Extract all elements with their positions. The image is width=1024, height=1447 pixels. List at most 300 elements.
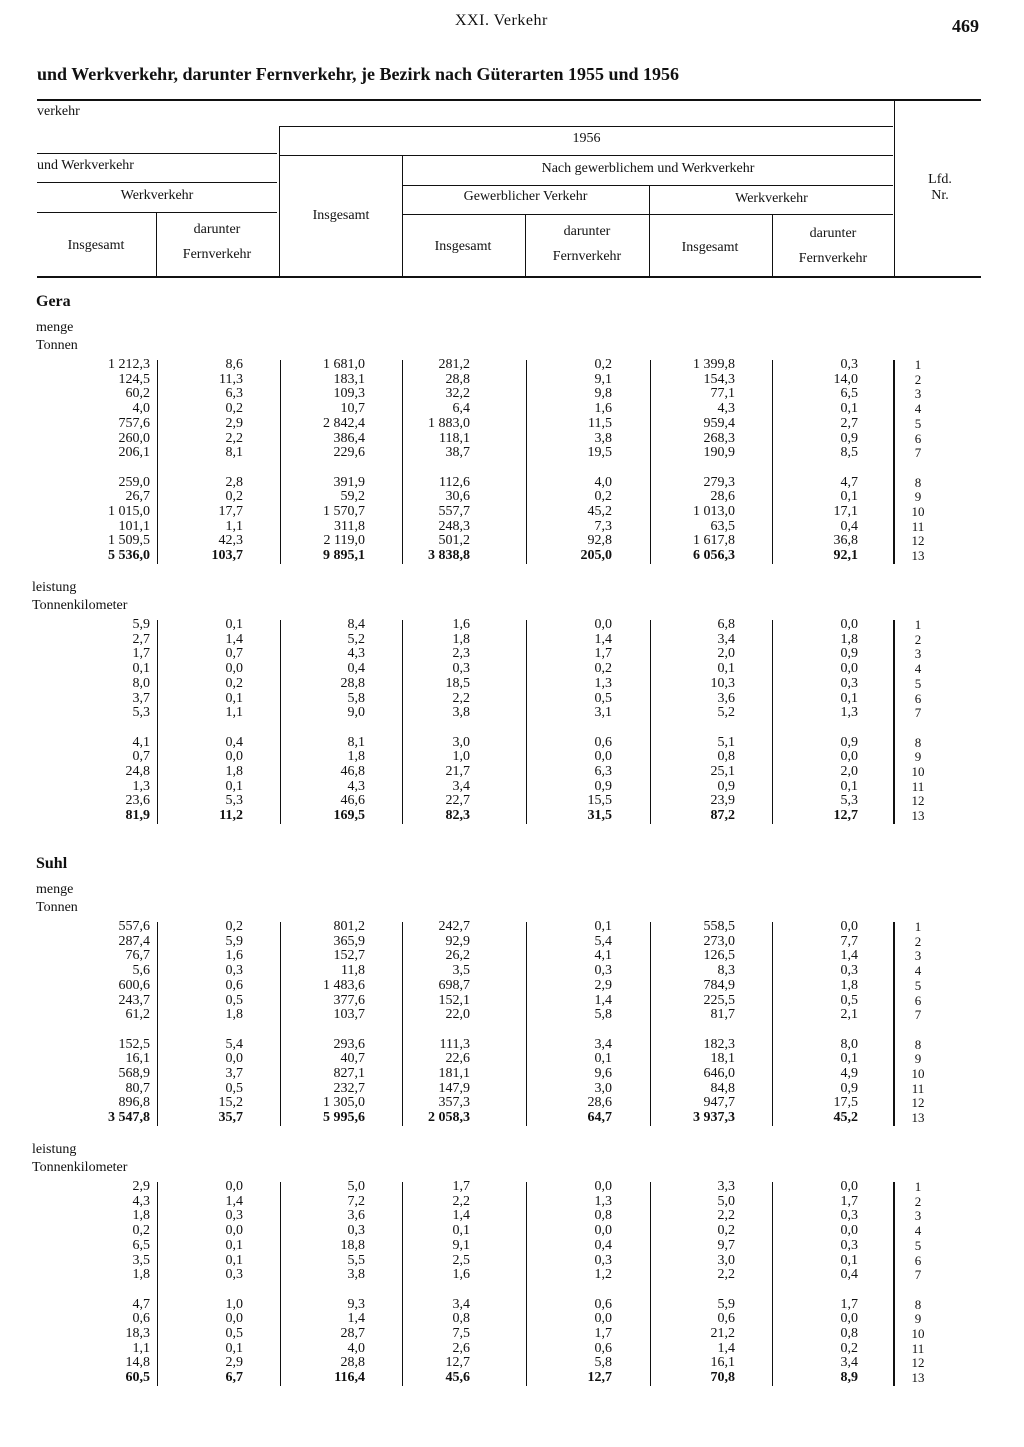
table-cell: 101,1 [118,518,150,534]
lfd-number: 11 [911,778,925,794]
table-cell: 3,8 [452,705,470,721]
table-cell: 109,3 [333,386,365,402]
header-column-rule [525,214,526,276]
table-cell: 0,0 [594,749,612,765]
table-cell: 225,5 [703,992,735,1008]
table-cell: 0,6 [594,734,612,750]
table-cell: 8,0 [132,675,150,691]
table-cell: 1,4 [225,1193,243,1209]
table-cell: 0,0 [840,1179,858,1194]
table-cell: 959,4 [703,415,735,431]
lfd-number: 7 [914,445,922,461]
table-cell: 15,2 [218,1095,243,1111]
table-cell: 2 058,3 [428,1110,470,1126]
table-cell: 600,6 [118,977,150,993]
table-cell: 4,0 [132,401,150,417]
table-cell: 7,3 [594,518,612,534]
table-cell: 6,5 [132,1237,150,1253]
table-cell: 1,3 [132,778,150,794]
table-cell: 1,8 [840,631,858,647]
header-rule [403,185,893,186]
header-rule [403,214,893,215]
header-rule [280,126,893,127]
table-cell: 103,7 [211,548,243,564]
table-cell: 3,8 [594,430,612,446]
lfd-number: 12 [911,793,925,809]
table-cell: 5,0 [717,1193,735,1209]
table-cell: 26,2 [445,948,470,964]
table-cell: 2,6 [452,1340,470,1356]
table-cell: 1 681,0 [323,357,365,372]
table-cell: 0,1 [225,1340,243,1356]
table-cell: 1,6 [225,948,243,964]
table-cell: 0,0 [225,1223,243,1239]
table-cell: 116,4 [334,1370,365,1386]
table-cell: 1,7 [132,646,150,662]
table-cell: 4,3 [717,401,735,417]
header-column-rule [402,155,403,276]
table-cell: 1,0 [225,1296,243,1312]
table-cell: 152,7 [333,948,365,964]
table-cell: 0,6 [717,1311,735,1327]
table-cell: 259,0 [118,474,150,490]
lfd-number: 12 [911,1355,925,1371]
lfd-number: 1 [914,617,922,632]
lfd-number: 13 [911,1110,925,1126]
table-cell: 5,6 [132,963,150,979]
table-cell: 2,2 [452,1193,470,1209]
table-cell: 287,4 [118,933,150,949]
header-werkverkehr: Werkverkehr [120,188,194,203]
table-cell: 0,6 [594,1340,612,1356]
table-cell: 1,8 [840,977,858,993]
table-cell: 0,6 [132,1311,150,1327]
table-cell: 0,0 [594,1223,612,1239]
table-cell: 8,1 [225,445,243,461]
table-cell: 152,1 [438,992,470,1008]
table-cell: 4,3 [347,646,365,662]
lfd-number: 4 [914,401,922,417]
block-unit: Tonnen [36,338,78,353]
table-cell: 2 842,4 [323,415,365,431]
table-cell: 279,3 [703,474,735,490]
table-cell: 1,4 [347,1311,365,1327]
table-cell: 2 119,0 [323,533,365,549]
lfd-number: 13 [911,808,925,824]
table-cell: 1 483,6 [323,977,365,993]
table-cell: 0,5 [225,992,243,1008]
lfd-number: 11 [911,518,925,534]
lfd-number: 10 [911,1066,925,1081]
table-cell: 0,4 [594,1237,612,1253]
header-darunter: darunter [563,224,611,239]
table-cell: 4,3 [347,778,365,794]
table-cell: 112,6 [439,474,470,490]
table-cell: 1,4 [594,992,612,1008]
header-fernverkehr: Fernverkehr [552,249,622,264]
section-title: Gera [36,293,71,310]
table-cell: 8,9 [840,1370,858,1386]
table-cell: 0,6 [225,977,243,993]
table-cell: 15,5 [587,793,612,809]
table-cell: 206,1 [118,445,150,461]
header-bottom-rule [37,276,981,278]
table-cell: 646,0 [703,1066,735,1081]
table-cell: 0,2 [594,357,612,372]
table-cell: 5,8 [594,1355,612,1371]
table-cell: 26,7 [125,489,150,505]
table-cell: 7,5 [452,1326,470,1341]
table-cell: 827,1 [333,1066,365,1081]
table-cell: 2,2 [452,690,470,706]
table-cell: 3,5 [132,1252,150,1268]
lfd-number: 13 [911,548,925,564]
table-cell: 5,1 [717,734,735,750]
table-cell: 9,1 [452,1237,470,1253]
lfd-number: 8 [914,734,922,750]
table-cell: 558,5 [703,919,735,934]
table-cell: 4,1 [594,948,612,964]
table-cell: 0,3 [594,963,612,979]
table-cell: 24,8 [125,764,150,779]
table-cell: 0,2 [594,489,612,505]
running-header: XXI. Verkehr [455,12,548,29]
table-cell: 9,3 [347,1296,365,1312]
table-cell: 0,3 [225,1267,243,1283]
table-cell: 0,1 [132,661,150,677]
table-cell: 6,3 [225,386,243,402]
table-cell: 0,1 [225,617,243,632]
table-cell: 82,3 [445,808,470,824]
header-top-rule [37,99,981,101]
lfd-number: 2 [914,933,922,949]
table-cell: 0,3 [840,1208,858,1224]
table-cell: 0,9 [717,778,735,794]
table-cell: 0,0 [840,1223,858,1239]
table-cell: 0,3 [225,1208,243,1224]
table-cell: 1,8 [225,764,243,779]
table-cell: 16,1 [710,1355,735,1371]
table-cell: 0,3 [452,661,470,677]
table-cell: 568,9 [118,1066,150,1081]
table-cell: 0,1 [225,778,243,794]
table-cell: 557,7 [438,504,470,519]
table-cell: 0,5 [225,1080,243,1096]
lfd-number: 10 [911,764,925,779]
table-cell: 0,0 [225,1051,243,1067]
table-cell: 70,8 [710,1370,735,1386]
table-cell: 1,4 [840,948,858,964]
table-cell: 181,1 [438,1066,470,1081]
table-cell: 205,0 [580,548,612,564]
lfd-number: 7 [914,1267,922,1283]
table-cell: 4,0 [594,474,612,490]
table-cell: 103,7 [333,1007,365,1023]
table-cell: 260,0 [118,430,150,446]
table-cell: 3,0 [594,1080,612,1096]
table-cell: 2,2 [717,1208,735,1224]
table-cell: 8,0 [840,1036,858,1052]
table-cell: 32,2 [445,386,470,402]
page-number: 469 [952,16,979,36]
table-cell: 1,3 [840,705,858,721]
lfd-number: 5 [914,1237,922,1253]
table-cell: 9 895,1 [323,548,365,564]
table-cell: 16,1 [125,1051,150,1067]
table-cell: 2,9 [594,977,612,993]
table-cell: 2,1 [840,1007,858,1023]
table-cell: 4,7 [132,1296,150,1312]
lfd-number: 7 [914,1007,922,1023]
table-cell: 87,2 [710,808,735,824]
table-cell: 0,4 [840,518,858,534]
table-cell: 31,5 [587,808,612,824]
table-cell: 0,1 [594,919,612,934]
table-cell: 1,6 [452,1267,470,1283]
table-cell: 5,8 [347,690,365,706]
table-cell: 7,2 [347,1193,365,1209]
lfd-number: 5 [914,415,922,431]
table-cell: 2,2 [225,430,243,446]
table-cell: 182,3 [703,1036,735,1052]
table-cell: 0,3 [840,963,858,979]
lfd-rule [893,620,895,824]
table-cell: 81,7 [710,1007,735,1023]
table-cell: 80,7 [125,1080,150,1096]
header-rule [280,155,893,156]
table-cell: 0,1 [452,1223,470,1239]
table-cell: 3,4 [452,778,470,794]
table-cell: 2,9 [132,1179,150,1194]
table-cell: 154,3 [703,371,735,387]
page-title: und Werkverkehr, darunter Fernverkehr, je Bezirk nach Güterarten 1955 und 1956 [37,64,679,84]
lfd-number: 3 [914,386,922,402]
lfd-number: 12 [911,1095,925,1111]
table-cell: 1 617,8 [693,533,735,549]
lfd-number: 1 [914,919,922,934]
header-fernverkehr: Fernverkehr [182,247,252,262]
table-cell: 268,3 [703,430,735,446]
table-cell: 365,9 [333,933,365,949]
table-cell: 111,3 [439,1036,470,1052]
table-cell: 0,0 [840,617,858,632]
table-cell: 1,7 [840,1296,858,1312]
table-cell: 5 995,6 [323,1110,365,1126]
block-label: leistung [32,580,77,595]
header-lfd: Lfd. [928,172,952,187]
table-cell: 2,8 [225,474,243,490]
table-cell: 0,0 [840,749,858,765]
table-cell: 0,2 [225,401,243,417]
table-cell: 0,2 [840,1340,858,1356]
lfd-rule [893,360,895,564]
table-cell: 8,3 [717,963,735,979]
table-cell: 22,7 [445,793,470,809]
table-cell: 0,1 [840,401,858,417]
table-cell: 1,3 [594,1193,612,1209]
table-cell: 281,2 [438,357,470,372]
table-cell: 190,9 [703,445,735,461]
table-cell: 3,0 [452,734,470,750]
table-cell: 60,2 [125,386,150,402]
table-cell: 2,0 [717,646,735,662]
table-cell: 6,7 [225,1370,243,1386]
table-cell: 40,7 [340,1051,365,1067]
lfd-number: 9 [914,1051,922,1067]
table-cell: 0,7 [225,646,243,662]
table-cell: 0,3 [225,963,243,979]
table-cell: 28,8 [340,675,365,691]
lfd-number: 3 [914,948,922,964]
table-cell: 1 013,0 [693,504,735,519]
table-cell: 46,6 [340,793,365,809]
table-cell: 1,6 [452,617,470,632]
table-cell: 42,3 [218,533,243,549]
table-cell: 1,8 [132,1267,150,1283]
table-cell: 0,1 [840,1252,858,1268]
table-cell: 0,1 [717,661,735,677]
table-cell: 22,6 [445,1051,470,1067]
table-cell: 3 937,3 [693,1110,735,1126]
table-cell: 0,1 [225,1237,243,1253]
table-cell: 501,2 [438,533,470,549]
table-cell: 8,4 [347,617,365,632]
table-cell: 77,1 [710,386,735,402]
table-cell: 0,8 [594,1208,612,1224]
lfd-number: 4 [914,661,922,677]
table-cell: 0,2 [717,1223,735,1239]
table-cell: 0,0 [225,1179,243,1194]
table-cell: 0,8 [717,749,735,765]
table-cell: 5 536,0 [108,548,150,564]
table-cell: 0,8 [840,1326,858,1341]
header-column-rule [772,214,773,276]
table-cell: 698,7 [438,977,470,993]
table-cell: 0,0 [840,1311,858,1327]
table-cell: 11,5 [588,415,612,431]
lfd-number: 2 [914,1193,922,1209]
header-gewerblicher-verkehr: Gewerblicher Verkehr [463,189,588,204]
block-label: menge [36,882,74,897]
table-cell: 9,0 [347,705,365,721]
header-column-rule [156,212,157,276]
header-rule [37,153,277,154]
table-cell: 1 883,0 [428,415,470,431]
table-cell: 4,1 [132,734,150,750]
header-darunter: darunter [809,226,857,241]
table-cell: 377,6 [333,992,365,1008]
table-cell: 5,3 [840,793,858,809]
table-cell: 6 056,3 [693,548,735,564]
table-cell: 0,0 [225,749,243,765]
table-cell: 0,4 [840,1267,858,1283]
table-cell: 28,6 [710,489,735,505]
header-insgesamt: Insgesamt [434,239,492,254]
lfd-number: 5 [914,977,922,993]
lfd-number: 5 [914,675,922,691]
header-nr: Nr. [931,188,949,203]
table-cell: 2,5 [452,1252,470,1268]
lfd-rule [893,1182,895,1386]
table-cell: 81,9 [125,808,150,824]
header-column-rule [649,185,650,276]
table-cell: 3,8 [347,1267,365,1283]
lfd-number: 6 [914,430,922,446]
table-cell: 1 212,3 [108,357,150,372]
table-cell: 5,8 [594,1007,612,1023]
header-year-1956: 1956 [572,131,601,146]
table-cell: 0,2 [132,1223,150,1239]
table-cell: 1,4 [717,1340,735,1356]
table-cell: 183,1 [333,371,365,387]
lfd-number: 3 [914,646,922,662]
table-cell: 757,6 [118,415,150,431]
table-cell: 243,7 [118,992,150,1008]
lfd-number: 8 [914,1036,922,1052]
table-cell: 0,9 [840,734,858,750]
table-cell: 784,9 [703,977,735,993]
table-cell: 5,2 [347,631,365,647]
table-cell: 3,1 [594,705,612,721]
table-cell: 2,3 [452,646,470,662]
table-cell: 0,5 [840,992,858,1008]
block-label: leistung [32,1142,77,1157]
table-cell: 30,6 [445,489,470,505]
table-cell: 152,5 [118,1036,150,1052]
lfd-number: 9 [914,1311,922,1327]
block-label: menge [36,320,74,335]
table-cell: 9,6 [594,1066,612,1081]
table-cell: 0,2 [225,489,243,505]
table-cell: 0,1 [225,1252,243,1268]
table-cell: 3,6 [717,690,735,706]
lfd-number: 8 [914,474,922,490]
table-cell: 1,4 [452,1208,470,1224]
table-cell: 2,9 [225,415,243,431]
block-unit: Tonnen [36,900,78,915]
table-cell: 2,7 [840,415,858,431]
table-cell: 1,0 [452,749,470,765]
table-cell: 10,3 [710,675,735,691]
table-cell: 5,9 [132,617,150,632]
table-cell: 0,6 [594,1296,612,1312]
table-cell: 7,7 [840,933,858,949]
table-cell: 1,7 [452,1179,470,1194]
table-cell: 92,9 [445,933,470,949]
table-cell: 28,6 [587,1095,612,1111]
table-cell: 14,8 [125,1355,150,1371]
table-cell: 1,4 [594,631,612,647]
header-darunter: darunter [193,222,241,237]
table-cell: 45,2 [833,1110,858,1126]
table-cell: 1,8 [132,1208,150,1224]
table-cell: 1 399,8 [693,357,735,372]
table-cell: 1,6 [594,401,612,417]
header-insgesamt: Insgesamt [681,240,739,255]
table-cell: 61,2 [125,1007,150,1023]
table-cell: 0,0 [840,919,858,934]
table-cell: 17,7 [218,504,243,519]
table-cell: 242,7 [438,919,470,934]
table-cell: 0,1 [594,1051,612,1067]
table-cell: 0,3 [840,1237,858,1253]
header-werkverkehr-1956: Werkverkehr [735,191,808,206]
table-cell: 17,1 [833,504,858,519]
table-cell: 2,2 [717,1267,735,1283]
table-cell: 124,5 [118,371,150,387]
lfd-number: 11 [911,1080,925,1096]
table-cell: 5,4 [594,933,612,949]
